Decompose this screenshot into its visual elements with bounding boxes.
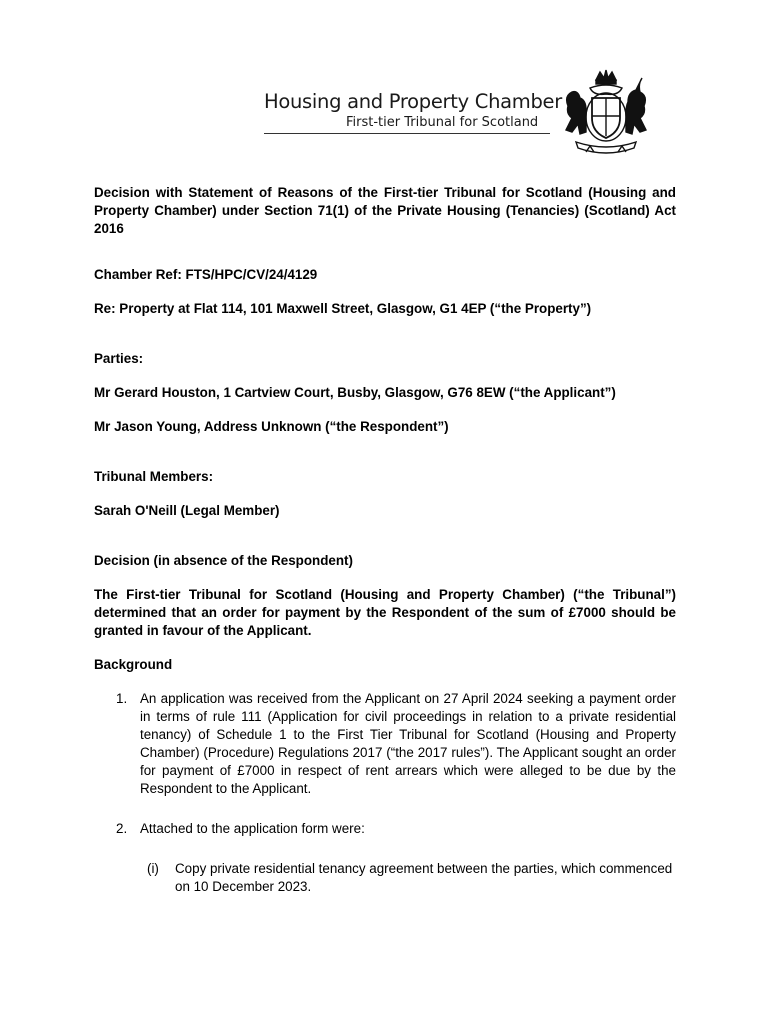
list-item-text: Attached to the application form were:: [140, 821, 365, 836]
decision-text: The First-tier Tribunal for Scotland (Housing and Property Chamber) (“the Tribunal”) determined that an order for payment by the Respondent of the sum of £7000 should be granted in favour of the Applicant.: [94, 587, 676, 638]
decision-document: [94, 184, 676, 896]
chamber-title: Housing and Property Chamber: [264, 90, 562, 113]
applicant-details: Mr Gerard Houston, 1 Cartview Court, Busby, Glasgow, G76 8EW (“the Applicant”): [94, 385, 616, 400]
respondent-details: Mr Jason Young, Address Unknown (“the Respondent”): [94, 419, 449, 434]
document-heading: Decision with Statement of Reasons of the First-tier Tribunal for Scotland (Housing and Property Chamber) under Section 71(1) of the Private Housing (Tenancies) (Scotland) Act 2016: [94, 185, 676, 236]
property-reference: Re: Property at Flat 114, 101 Maxwell Street, Glasgow, G1 4EP (“the Property”): [94, 301, 592, 316]
list-item-number: 2.: [116, 821, 128, 836]
header-divider: [264, 133, 550, 134]
background-heading: Background: [94, 657, 173, 672]
list-item: [94, 820, 676, 838]
page-header: [0, 0, 770, 160]
tribunal-subtitle: First-tier Tribunal for Scotland: [346, 115, 539, 130]
decision-heading: Decision (in absence of the Respondent): [94, 553, 353, 568]
sub-list-item: [94, 860, 676, 896]
chamber-reference: Chamber Ref: FTS/HPC/CV/24/4129: [94, 267, 318, 282]
royal-coat-of-arms-icon: [556, 66, 656, 156]
sub-list-item-text: Copy private residential tenancy agreement between the parties, which commenced on 10 December 2023.: [175, 861, 673, 894]
list-item: [94, 690, 676, 798]
list-item-number: 1.: [116, 691, 128, 706]
parties-heading: Parties:: [94, 351, 144, 366]
members-heading: Tribunal Members:: [94, 469, 214, 484]
sub-list-item-number: (i): [147, 861, 159, 876]
tribunal-member: Sarah O'Neill (Legal Member): [94, 503, 280, 518]
list-item-text: An application was received from the Applicant on 27 April 2024 seeking a payment order in terms of rule 111 (Application for civil proceedings in relation to a private residential tenancy) of Schedule 1 to the First Tier Tribunal for Scotland (Housing and Property Chamber) (Procedure) Regulations 2017 (“the 2017 rules”). The Applicant sought an order for payment of £7000 in respect of rent arrears which were alleged to be due by the Respondent to the Applicant.: [140, 691, 676, 796]
